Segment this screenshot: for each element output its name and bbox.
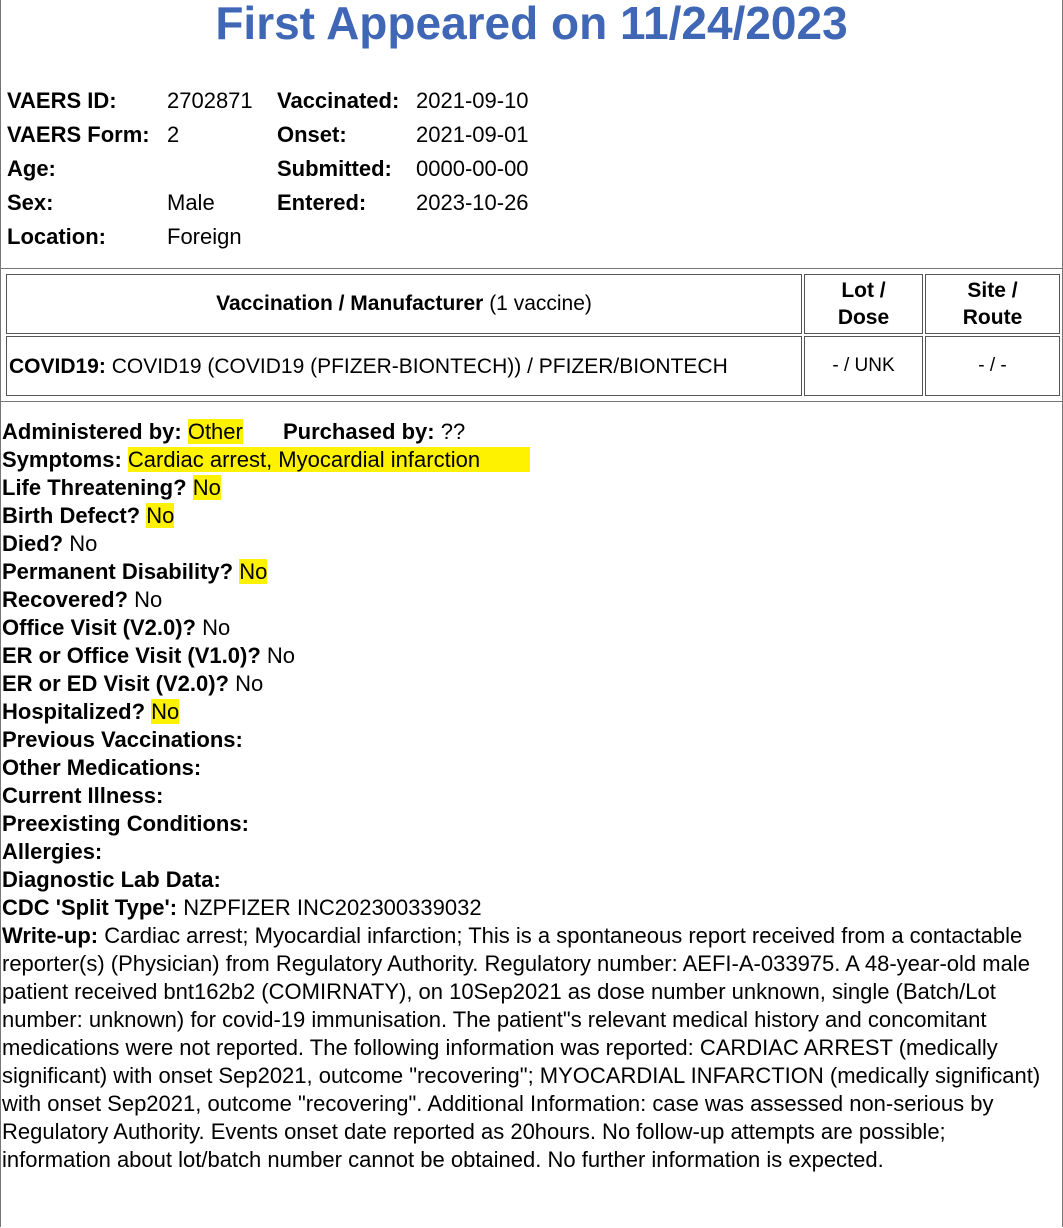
vaccinated-value: 2021-09-10: [416, 88, 529, 113]
location-label: Location:: [7, 224, 106, 249]
vaers-form-value: 2: [167, 122, 180, 147]
table-row: [6, 336, 1060, 396]
life-threatening-label: Life Threatening?: [2, 475, 187, 500]
header-vaccination-label: Vaccination / Manufacturer: [216, 292, 484, 315]
birth-defect-value: No: [146, 503, 175, 528]
details-block: [2, 418, 530, 922]
symptoms-value: Cardiac arrest, Myocardial infarction: [128, 447, 530, 472]
age-label: Age:: [7, 156, 56, 181]
table-header-row: [6, 274, 1060, 334]
onset-value: 2021-09-01: [416, 122, 529, 147]
permanent-disability-value: No: [239, 559, 268, 584]
detail-row: [2, 446, 530, 474]
vaccine-cell: [6, 336, 802, 396]
er-office-visit-label: ER or Office Visit (V1.0)?: [2, 643, 261, 668]
vaccine-name: COVID19:: [9, 354, 106, 378]
location-value: Foreign: [167, 224, 242, 249]
header-site-label: Site /: [967, 279, 1018, 302]
header-dose-label: Dose: [837, 306, 890, 329]
detail-row: [2, 586, 530, 614]
divider: [0, 401, 1063, 402]
hospitalized-label: Hospitalized?: [2, 699, 146, 724]
died-label: Died?: [2, 531, 64, 556]
split-type-label: CDC 'Split Type':: [2, 895, 178, 920]
detail-row: [2, 530, 530, 558]
sex-value: Male: [167, 190, 215, 215]
detail-row: [2, 866, 530, 894]
vaers-form-label: VAERS Form:: [7, 122, 150, 147]
diagnostic-lab-data-label: Diagnostic Lab Data:: [2, 867, 221, 892]
header-lot-dose: [804, 274, 923, 334]
er-ed-visit-label: ER or ED Visit (V2.0)?: [2, 671, 229, 696]
site-route-cell: - / -: [925, 336, 1060, 396]
administered-label: Administered by:: [2, 419, 182, 444]
purchased-label: Purchased by:: [282, 419, 435, 444]
detail-row: [2, 474, 530, 502]
detail-row: [2, 698, 530, 726]
detail-row: [2, 502, 530, 530]
page-title: First Appeared on 11/24/2023: [215, 0, 848, 49]
recovered-label: Recovered?: [2, 587, 128, 612]
header-site-route: [925, 274, 1060, 334]
vaers-id-value: 2702871: [167, 88, 253, 113]
other-medications-label: Other Medications:: [2, 755, 202, 780]
previous-vaccinations-label: Previous Vaccinations:: [2, 727, 243, 752]
header-vaccine-count: (1 vaccine): [489, 292, 592, 315]
preexisting-conditions-label: Preexisting Conditions:: [2, 811, 249, 836]
writeup-block: [2, 922, 1060, 1174]
vaccine-table: [4, 272, 1062, 398]
vaccinated-label: Vaccinated:: [277, 88, 400, 113]
detail-row: [2, 810, 530, 838]
detail-row: [2, 838, 530, 866]
detail-row: [2, 418, 530, 446]
life-threatening-value: No: [192, 475, 221, 500]
recovered-value: No: [134, 587, 163, 612]
onset-label: Onset:: [277, 122, 347, 147]
split-type-value: NZPFIZER INC202300339032: [183, 895, 482, 920]
detail-row: [2, 754, 530, 782]
died-value: No: [69, 531, 98, 556]
permanent-disability-label: Permanent Disability?: [2, 559, 234, 584]
detail-row: [2, 670, 530, 698]
hospitalized-value: No: [151, 699, 180, 724]
submitted-label: Submitted:: [277, 156, 392, 181]
writeup-label: Write-up:: [2, 923, 99, 948]
submitted-value: 0000-00-00: [416, 156, 529, 181]
lot-dose-cell: - / UNK: [804, 336, 923, 396]
header-lot-label: Lot /: [841, 279, 886, 302]
symptoms-label: Symptoms:: [2, 447, 122, 472]
purchased-value: ??: [440, 419, 466, 444]
header-route-label: Route: [962, 306, 1023, 329]
writeup-text: Cardiac arrest; Myocardial infarction; This is a spontaneous report received from a contactable reporter(s) (Physician) from Regulatory Authority. Regulatory number: AEFI-A-033975. A 48-year-old male patient received bnt162b2 (COMIRNATY), on 10Sep2021 as dose number unknown, single (Batch/Lot number: unknown) for covid-19 immunisation. The patient"s relevant medical history and concomitant medications were not reported. The following information was reported: CARDIAC ARREST (medically significant) with onset Sep2021, outcome "recovering"; MYOCARDIAL INFARCTION (medically significant) with onset Sep2021, outcome "recovering". Additional Information: case was assessed non-serious by Regulatory Authority. Events onset date reported as 20hours. No follow-up attempts are possible; information about lot/batch number cannot be obtained. No further information is expected.: [2, 923, 1041, 1172]
detail-row: [2, 614, 530, 642]
entered-label: Entered:: [277, 190, 367, 215]
detail-row: [2, 558, 530, 586]
vaers-id-label: VAERS ID:: [7, 88, 117, 113]
office-visit-label: Office Visit (V2.0)?: [2, 615, 196, 640]
administered-value: Other: [187, 419, 243, 444]
detail-row: [2, 894, 530, 922]
header-vaccination: [6, 274, 802, 334]
detail-row: [2, 782, 530, 810]
current-illness-label: Current Illness:: [2, 783, 164, 808]
office-visit-value: No: [202, 615, 231, 640]
entered-value: 2023-10-26: [416, 190, 529, 215]
birth-defect-label: Birth Defect?: [2, 503, 141, 528]
allergies-label: Allergies:: [2, 839, 103, 864]
er-office-visit-value: No: [266, 643, 296, 668]
detail-row: [2, 726, 530, 754]
sex-label: Sex:: [7, 190, 54, 215]
er-ed-visit-value: No: [235, 671, 264, 696]
divider: [0, 268, 1063, 269]
detail-row: [2, 642, 530, 670]
vaccine-description: COVID19 (COVID19 (PFIZER-BIONTECH)) / PFIZER/BIONTECH: [111, 354, 728, 378]
